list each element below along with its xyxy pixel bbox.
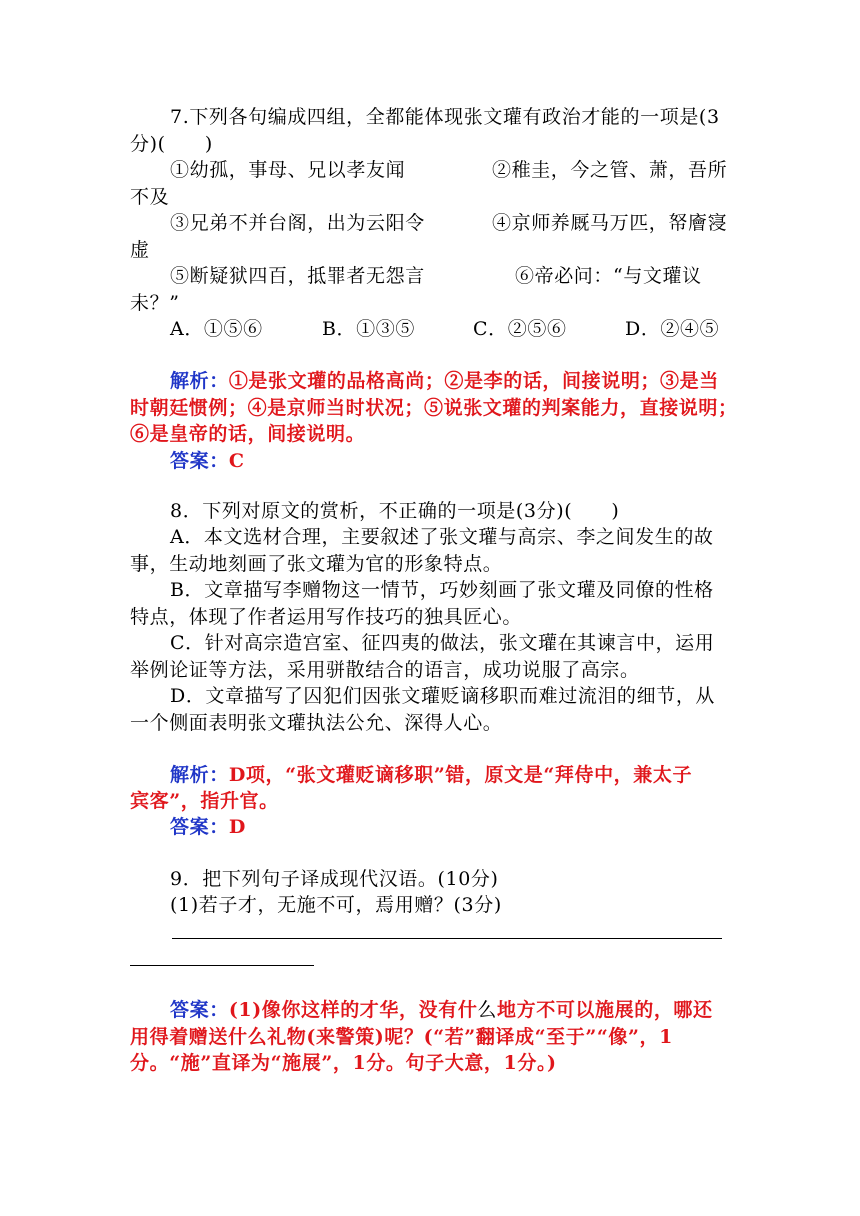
q8-option-c-line1: C．针对高宗造宫室、征四夷的做法，张文瓘在其谏言中，运用	[170, 632, 715, 654]
q9-answer-text1a: (1)像你这样的才华，没有什	[228, 999, 478, 1021]
q8-option-a-line2: 事，生动地刻画了张文瓘为官的形象特点。	[130, 553, 503, 575]
q7-item-4-wrap: 虚	[130, 239, 150, 261]
q8-option-d-line2: 一个侧面表明张文瓘执法公允、深得人心。	[130, 712, 503, 734]
q7-item-2: ②稚圭，今之管、萧，吾所	[492, 159, 728, 181]
q9-stem: 9．把下列句子译成现代汉语。(10分)	[170, 868, 499, 890]
q7-stem-line1: 7.下列各句编成四组，全都能体现张文瓘有政治才能的一项是(3	[170, 106, 720, 128]
q7-option-b: B．①③⑤	[322, 318, 415, 340]
q7-analysis-line3: ⑥是皇帝的话，间接说明。	[130, 423, 366, 445]
q7-option-c: C．②⑤⑥	[473, 318, 567, 340]
q8-answer-label: 答案：	[170, 816, 229, 838]
q7-option-d: D．②④⑤	[625, 318, 720, 340]
q9-answer-label: 答案：	[170, 999, 229, 1021]
q8-answer-value: D	[228, 816, 246, 838]
q9-answer-line2: 用得着赠送什么礼物(来警策)呢？(“若”翻译成“至于”“像”，1	[130, 1026, 673, 1048]
q8-option-d-line1: D．文章描写了囚犯们因张文瓘贬谪移职而难过流泪的细节，从	[170, 685, 716, 707]
q8-answer	[170, 814, 730, 840]
q9-sub1: (1)若子才，无施不可，焉用赠？(3分)	[170, 894, 502, 916]
q7-item-2-wrap: 不及	[130, 186, 170, 208]
q7-option-a: A．①⑤⑥	[170, 318, 263, 340]
q7-item-1: ①幼孤，事母、兄以孝友闻	[170, 159, 406, 181]
answer-blank-line1	[172, 938, 722, 939]
q8-option-b-line2: 特点，体现了作者运用写作技巧的独具匠心。	[130, 606, 523, 628]
q9-answer-text1c: 地方不可以施展的，哪还	[497, 999, 713, 1021]
q8-analysis-line1	[170, 762, 730, 788]
q7-item-5: ⑤断疑狱四百，抵罪者无怨言	[170, 265, 425, 287]
q7-analysis-text1: ①是张文瓘的品格高尚；②是李的话，间接说明；③是当	[228, 370, 719, 392]
q9-answer-text1b: 么	[477, 999, 498, 1021]
q7-item-3: ③兄弟不并台阁，出为云阳令	[170, 212, 425, 234]
q9-answer-line3: 分。“施”直译为“施展”，1分。句子大意，1分。)	[130, 1052, 557, 1074]
q7-item-6-wrap: 未？”	[130, 292, 180, 314]
q8-option-a-line1: A．本文选材合理，主要叙述了张文瓘与高宗、李之间发生的故	[170, 526, 714, 548]
q7-analysis-label: 解析：	[170, 370, 229, 392]
answer-blank-line2	[130, 965, 314, 966]
q8-option-b-line1: B．文章描写李赠物这一情节，巧妙刻画了张文瓘及同僚的性格	[170, 579, 714, 601]
q7-answer-value: C	[228, 450, 245, 472]
q7-answer-label: 答案：	[170, 450, 229, 472]
q8-stem: 8．下列对原文的赏析，不正确的一项是(3分)( )	[170, 500, 620, 522]
q8-option-c-line2: 举例论证等方法，采用骈散结合的语言，成功说服了高宗。	[130, 659, 640, 681]
q7-answer	[170, 448, 730, 474]
q7-item-4: ④京师养厩马万匹，帑廥寖	[492, 212, 728, 234]
q7-analysis-line2: 时朝廷惯例；④是京师当时状况；⑤说张文瓘的判案能力，直接说明；	[130, 397, 738, 419]
q8-analysis-label: 解析：	[170, 764, 229, 786]
q7-stem-line2: 分)( )	[130, 133, 213, 155]
q8-analysis-line2: 宾客”，指升官。	[130, 790, 279, 812]
q9-answer-line1	[170, 997, 730, 1023]
q7-analysis-line1	[170, 368, 730, 394]
q8-analysis-text1: D项，“张文瓘贬谪移职”错，原文是“拜侍中，兼太子	[228, 764, 693, 786]
q7-item-6: ⑥帝必问：“与文瓘议	[515, 265, 702, 287]
